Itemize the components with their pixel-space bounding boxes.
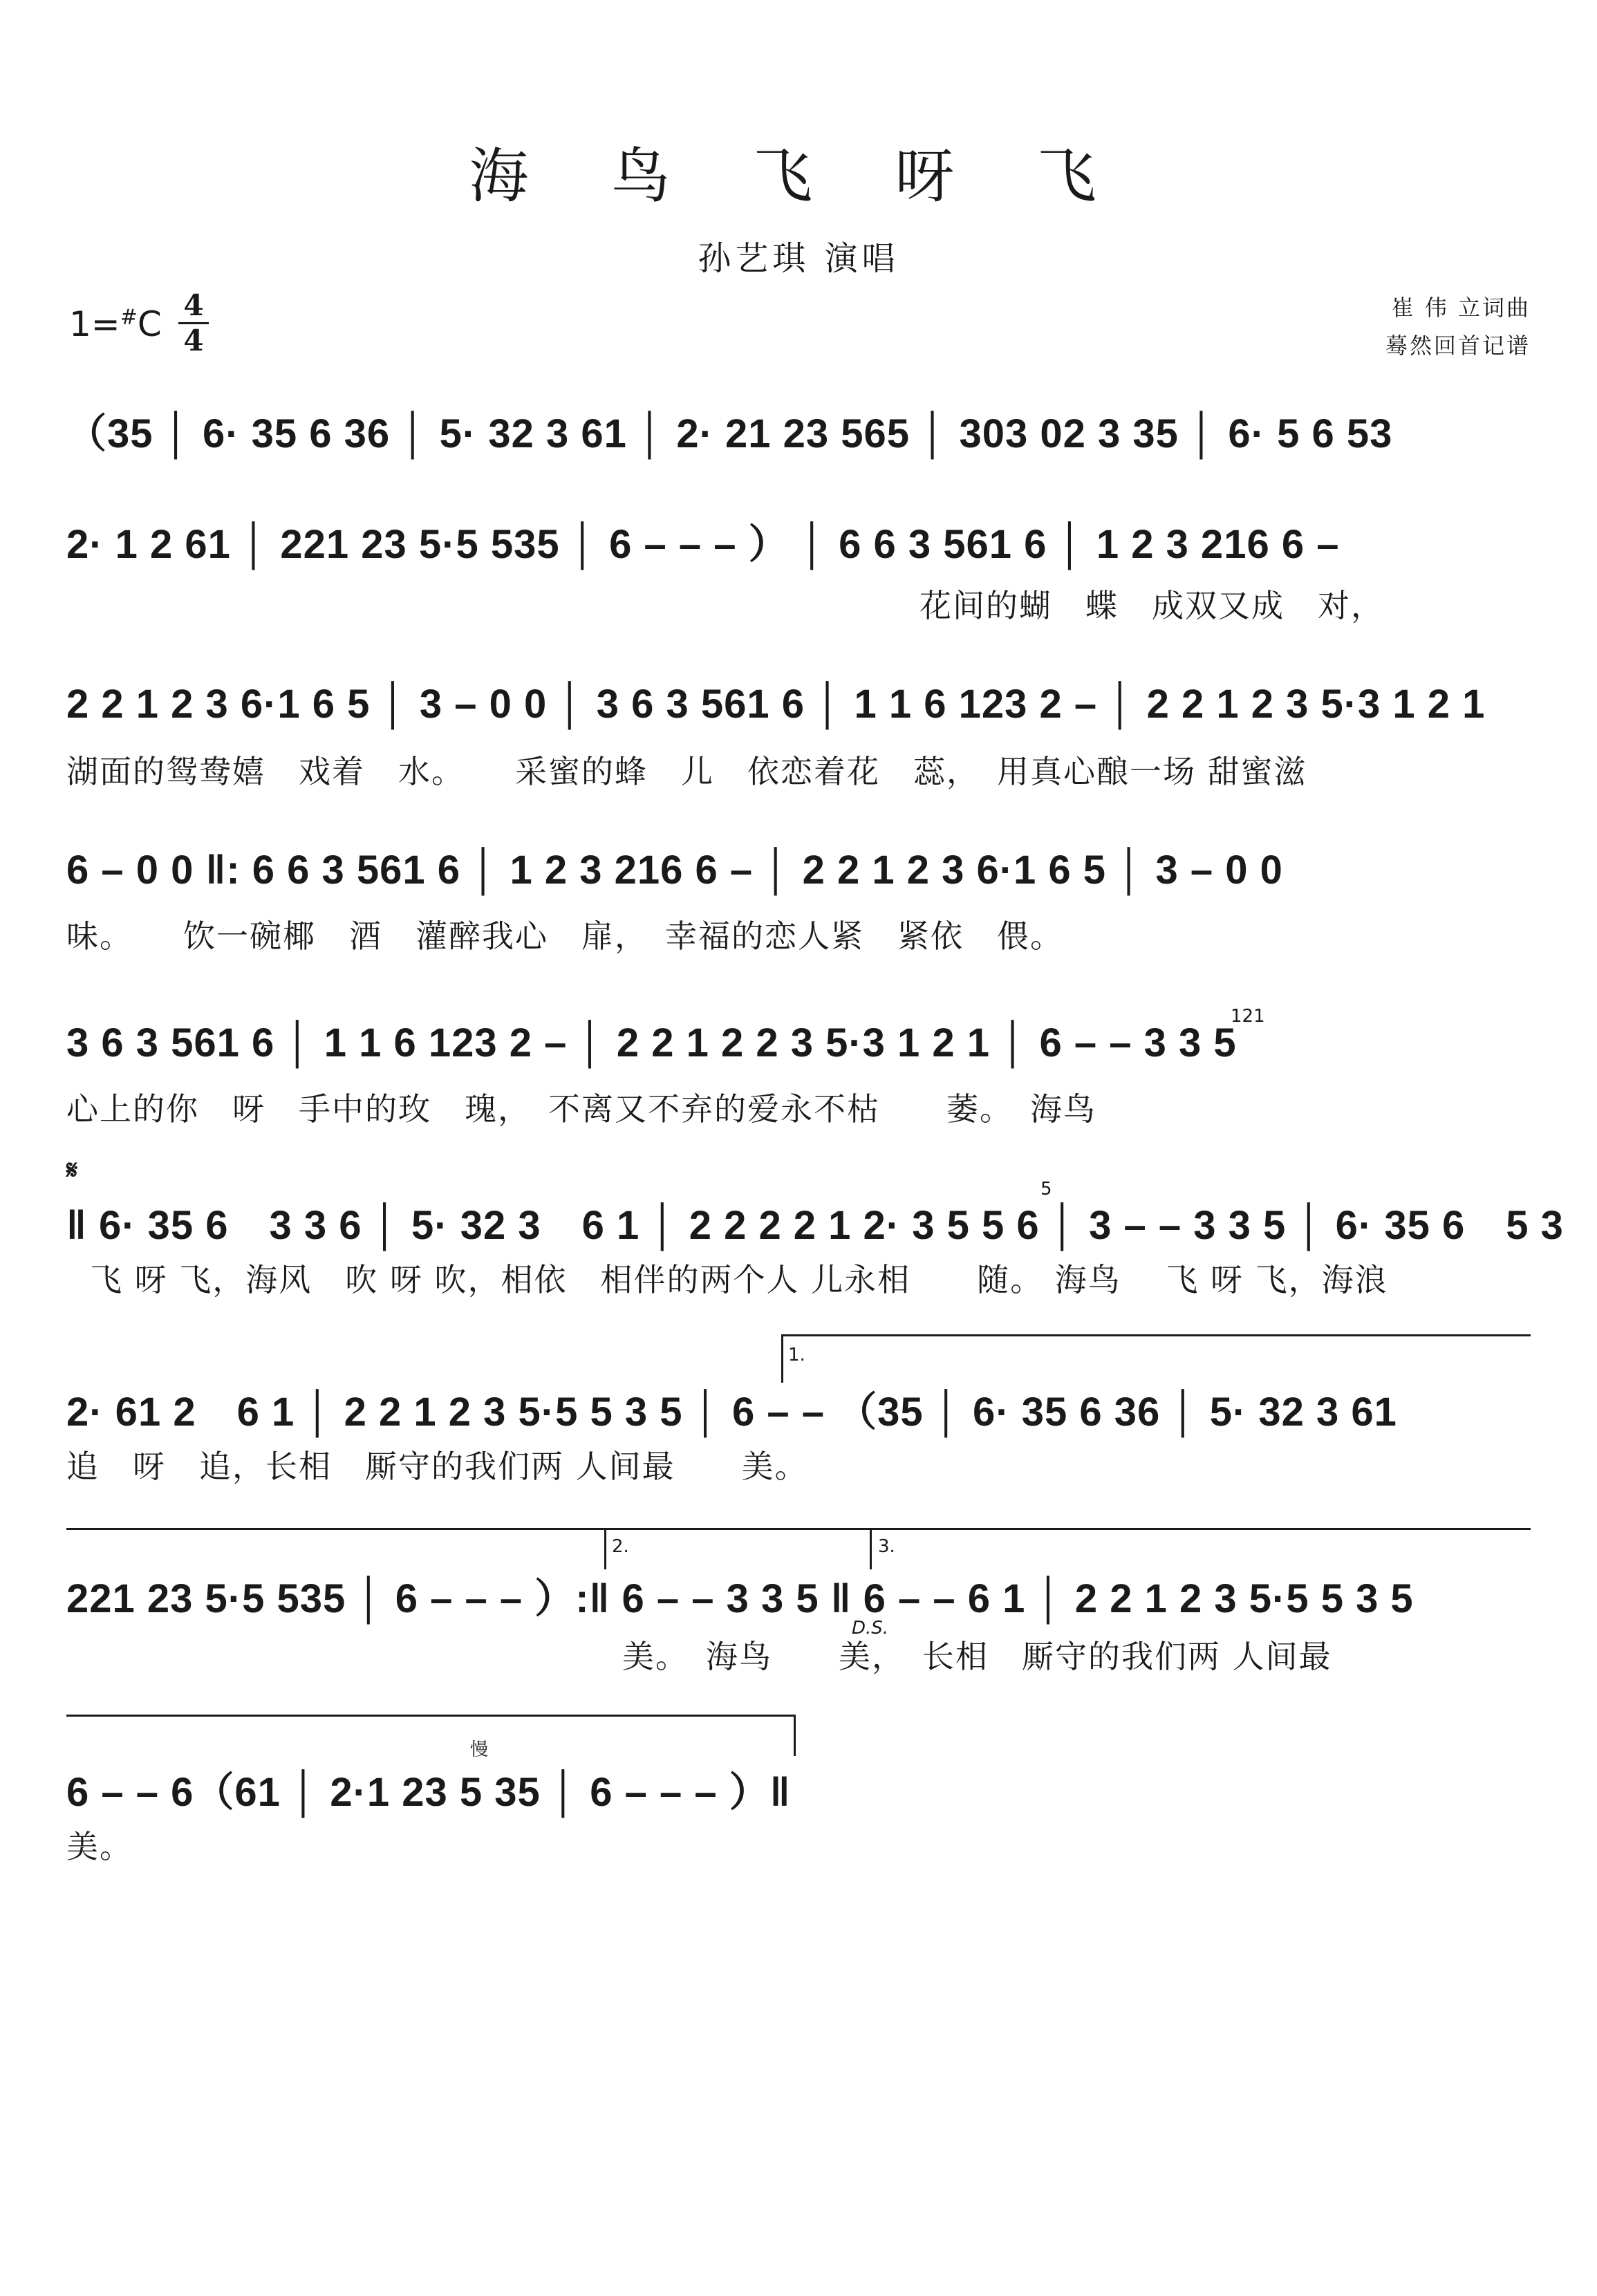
grace-note-5: 5 bbox=[1040, 1179, 1052, 1200]
score-line-8: 221 23 5·5 535 │ 6 – – – ）:‖ 6 – – 3 3 5 ‖ 6 – – 6 1 │ 2 2 1 2 3 5·5 5 3 5 bbox=[66, 1576, 1414, 1621]
score-line-9: 6 – – 6（61 │ 2·1 23 5 35 │ 6 – – – ）‖ bbox=[66, 1770, 791, 1815]
score-line-1: （35 │ 6· 35 6 36 │ 5· 32 3 61 │ 2· 21 23 565 │ 303 02 3 35 │ 6· 5 6 53 bbox=[66, 411, 1393, 456]
key-note: C bbox=[137, 304, 162, 344]
volta-1-line bbox=[781, 1334, 1531, 1336]
key-signature bbox=[69, 304, 162, 344]
volta-3-continuation bbox=[66, 1715, 796, 1717]
score-line-6: ‖ 6· 35 6 3 3 6 │ 5· 32 3 6 1 │ 2 2 2 2 1 2· 3 5 5 6 │ 3 – – 3 3 5 │ 6· 35 6 5 3 bbox=[66, 1203, 1564, 1248]
score-line-3: 2 2 1 2 3 6·1 6 5 │ 3 – 0 0 │ 3 6 3 561 6 │ 1 1 6 123 2 – │ 2 2 1 2 3 5·3 1 2 1 bbox=[66, 682, 1486, 727]
song-title: 海 鸟 飞 呀 飞 bbox=[469, 142, 1128, 211]
volta-2-label: 2. bbox=[612, 1536, 629, 1557]
time-numerator: 4 bbox=[183, 288, 204, 322]
lyric-line-9: 美。 bbox=[66, 1828, 133, 1865]
volta-3-bracket bbox=[870, 1528, 872, 1569]
volta-1-bracket bbox=[781, 1334, 783, 1383]
performer-credit: 孙艺琪 演唱 bbox=[698, 239, 899, 278]
volta-3-label: 3. bbox=[878, 1536, 895, 1557]
volta-continuation-line bbox=[66, 1528, 1531, 1530]
lyric-line-8: 美。 海鸟 美， 长相 厮守的我们两 人间最 bbox=[622, 1638, 1332, 1675]
lyric-line-3: 湖面的鸳鸯嬉 戏着 水。 采蜜的蜂 儿 依恋着花 蕊， 用真心酿一场 甜蜜滋 bbox=[66, 753, 1307, 790]
score-line-2: 2· 1 2 61 │ 221 23 5·5 535 │ 6 – – – ） │ 6 6 3 561 6 │ 1 2 3 216 6 – bbox=[66, 522, 1340, 567]
score-line-5: 3 6 3 561 6 │ 1 1 6 123 2 – │ 2 2 1 2 2 3 5·3 1 2 1 │ 6 – – 3 3 5 bbox=[66, 1020, 1237, 1065]
time-denominator: 4 bbox=[183, 324, 204, 357]
lyricist-composer: 崔 伟 立词曲 bbox=[1391, 295, 1531, 321]
time-signature bbox=[178, 289, 209, 357]
tempo-mark: 慢 bbox=[470, 1739, 489, 1760]
grace-notes: 121 bbox=[1231, 1006, 1265, 1027]
key-prefix: 1= bbox=[69, 304, 120, 344]
lyric-line-7: 追 呀 追，长相 厮守的我们两 人间最 美。 bbox=[66, 1448, 808, 1485]
segno-sign: 𝄋 bbox=[66, 1155, 78, 1185]
lyric-line-5: 心上的你 呀 手中的玫 瑰， 不离又不弃的爱永不枯 萎。 海鸟 bbox=[66, 1090, 1096, 1128]
transcriber: 蓦然回首记谱 bbox=[1385, 333, 1531, 359]
volta-1-label: 1. bbox=[788, 1345, 805, 1365]
lyric-line-4: 味。 饮一碗椰 酒 灌醉我心 扉， 幸福的恋人紧 紧依 偎。 bbox=[66, 917, 1063, 955]
dal-segno: D.S. bbox=[852, 1618, 889, 1639]
sharp-sign: # bbox=[120, 305, 138, 330]
lyric-line-6: 飞 呀 飞，海风 吹 呀 吹，相依 相伴的两个人 儿永相 随。 海鸟 飞 呀 飞，海浪 bbox=[90, 1261, 1388, 1298]
volta-3-end bbox=[794, 1715, 796, 1756]
volta-2-bracket bbox=[604, 1528, 606, 1569]
lyric-line-2: 花间的蝴 蝶 成双又成 对， bbox=[919, 587, 1384, 624]
score-line-7: 2· 61 2 6 1 │ 2 2 1 2 3 5·5 5 3 5 │ 6 – – （35 │ 6· 35 6 36 │ 5· 32 3 61 bbox=[66, 1390, 1397, 1435]
score-line-4: 6 – 0 0 ‖: 6 6 3 561 6 │ 1 2 3 216 6 – │ 2 2 1 2 3 6·1 6 5 │ 3 – 0 0 bbox=[66, 848, 1283, 893]
